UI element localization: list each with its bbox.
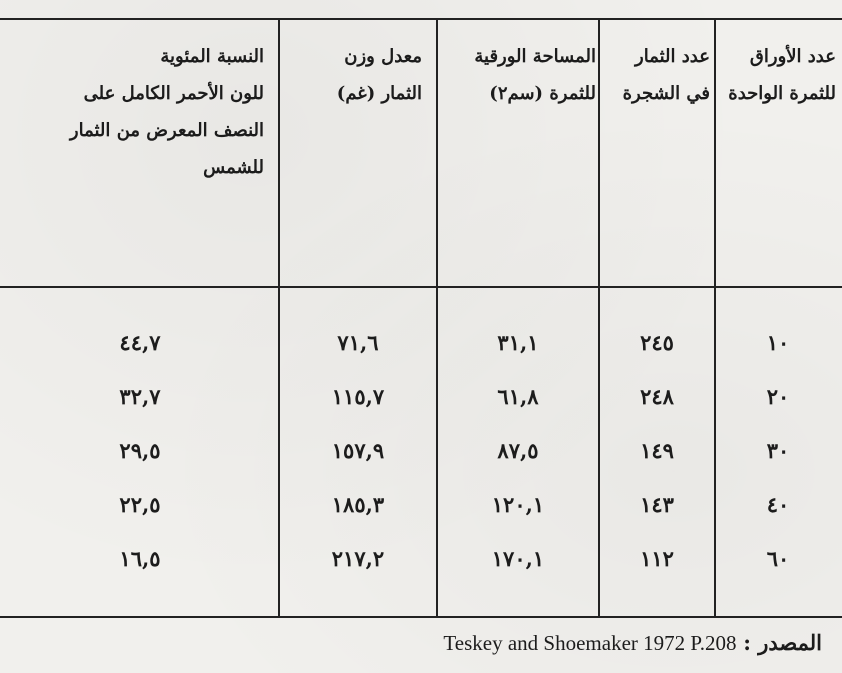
cell-leaf-area: ١٢٠,١ [491, 492, 545, 517]
cell-leaves: ٢٠ [766, 384, 790, 409]
source-text: Teskey and Shoemaker 1972 P.208 [443, 631, 737, 655]
cell-fruit-weight: ٧١,٦ [337, 330, 379, 355]
header-red-color-percent [70, 38, 264, 186]
cell-leaves: ٣٠ [766, 438, 790, 463]
source-label: المصدر : [743, 630, 822, 655]
cell-leaf-area: ٣١,١ [497, 330, 539, 355]
cell-leaf-area: ٦١,٨ [497, 384, 539, 409]
table-bottom-rule [0, 616, 842, 618]
cell-fruits: ١٤٩ [640, 438, 674, 463]
cell-fruits: ١٤٣ [640, 492, 674, 517]
cell-fruits: ٢٤٨ [640, 384, 674, 409]
header-bottom-rule [0, 286, 842, 288]
cell-fruits: ١١٢ [640, 546, 674, 571]
column-divider [436, 18, 438, 618]
cell-leaves: ١٠ [766, 330, 790, 355]
header-line: المساحة الورقية [474, 46, 596, 67]
cell-leaf-area: ١٧٠,١ [491, 546, 545, 571]
cell-fruit-weight: ٢١٧,٢ [331, 546, 385, 571]
source-citation [443, 630, 822, 656]
cell-red-color: ٤٤,٧ [119, 330, 161, 355]
header-leaves-per-fruit [728, 38, 836, 112]
cell-leaves: ٤٠ [766, 492, 790, 517]
table-top-rule [0, 18, 842, 20]
cell-red-color: ١٦,٥ [119, 546, 161, 571]
header-line: للون الأحمر الكامل على [83, 83, 264, 104]
header-line: النصف المعرض من الثمار [69, 120, 264, 141]
header-line: للثمرة (سم٢) [489, 83, 596, 104]
header-line: للشمس [203, 157, 264, 178]
header-line: معدل وزن [344, 46, 422, 67]
cell-fruit-weight: ١١٥,٧ [331, 384, 385, 409]
header-line: للثمرة الواحدة [728, 83, 836, 104]
cell-fruit-weight: ١٨٥,٣ [331, 492, 385, 517]
cell-leaf-area: ٨٧,٥ [497, 438, 539, 463]
header-line: في الشجرة [622, 83, 710, 104]
header-line: الثمار (غم) [336, 83, 422, 104]
header-leaf-area [474, 38, 596, 112]
cell-fruits: ٢٤٥ [640, 330, 674, 355]
cell-fruit-weight: ١٥٧,٩ [331, 438, 385, 463]
column-divider [714, 18, 716, 618]
cell-red-color: ٣٢,٧ [119, 384, 161, 409]
header-fruit-weight [337, 38, 422, 112]
column-divider [278, 18, 280, 618]
header-line: النسبة المئوية [160, 46, 264, 67]
cell-leaves: ٦٠ [766, 546, 790, 571]
column-divider [598, 18, 600, 618]
header-fruits-per-tree [623, 38, 710, 112]
header-line: عدد الثمار [635, 46, 710, 67]
header-line: عدد الأوراق [749, 46, 836, 67]
cell-red-color: ٢٩,٥ [119, 438, 161, 463]
cell-red-color: ٢٢,٥ [119, 492, 161, 517]
